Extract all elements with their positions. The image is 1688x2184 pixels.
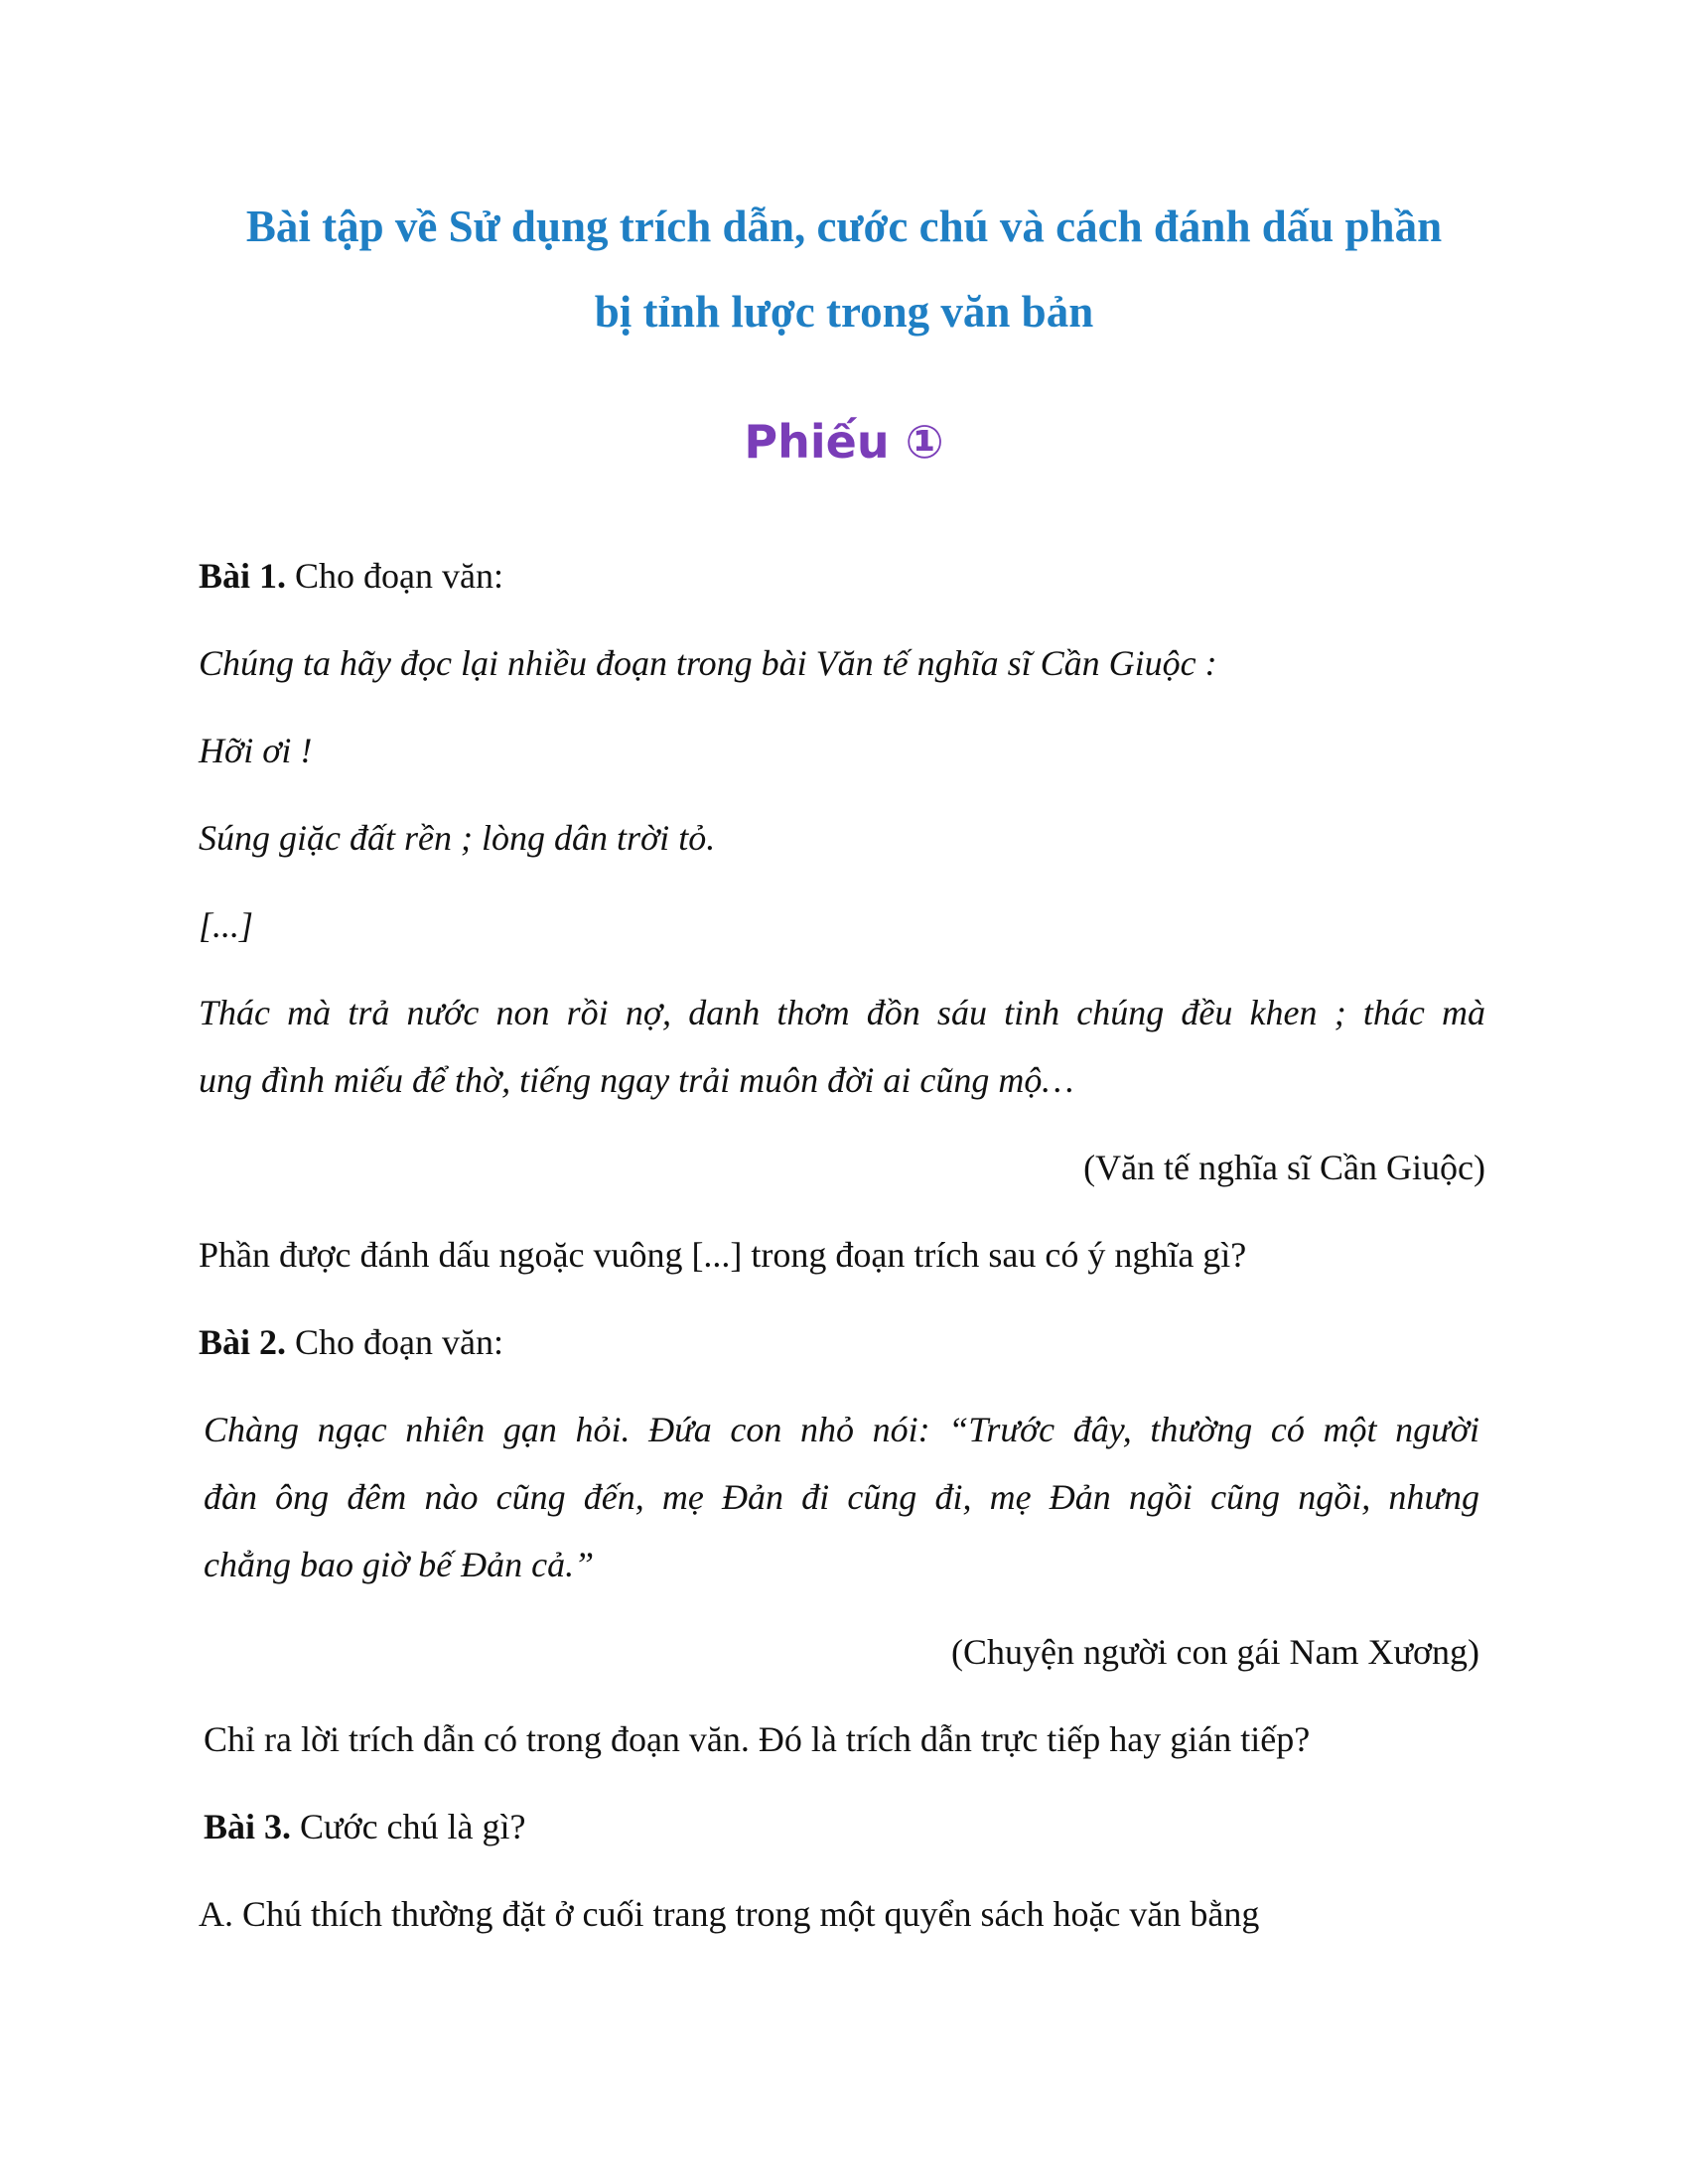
exercise-2-source: (Chuyện người con gái Nam Xương) xyxy=(950,1632,1479,1672)
exercise-1-heading xyxy=(199,554,503,598)
exercise-2-heading xyxy=(199,1320,503,1364)
exercise-3-heading xyxy=(204,1805,526,1848)
document-title-line-1: Bài tập về Sử dụng trích dẫn, cước chú và cách đánh dấu phần xyxy=(245,202,1443,251)
exercise-2-quote-line-3: chẳng bao giờ bế Đản cả.” xyxy=(204,1545,595,1584)
exercise-1-quote-paragraph-line-2: ung đình miếu để thờ, tiếng ngay trải muôn đời ai cũng mộ… xyxy=(199,1060,1074,1100)
exercise-1-source: (Văn tế nghĩa sĩ Cần Giuộc) xyxy=(1083,1148,1485,1187)
exercise-1-question: Phần được đánh dấu ngoặc vuông [...] trong đoạn trích sau có ý nghĩa gì? xyxy=(199,1235,1247,1275)
exercise-3-prompt: Cước chú là gì? xyxy=(291,1807,526,1846)
exercise-1-prompt: Cho đoạn văn: xyxy=(286,556,503,596)
exercise-2-prompt: Cho đoạn văn: xyxy=(286,1322,503,1362)
worksheet-label: Phiếu ① xyxy=(744,415,944,469)
exercise-1-ellipsis: [...] xyxy=(199,905,254,945)
exercise-3-option-a: A. Chú thích thường đặt ở cuối trang trong một quyển sách hoặc văn bằng xyxy=(199,1894,1260,1934)
exercise-2-quote-line-2: đàn ông đêm nào cũng đến, mẹ Đản đi cũng đi, mẹ Đản ngồi cũng ngồi, nhưng xyxy=(204,1477,1479,1517)
exercise-2-label: Bài 2. xyxy=(199,1322,287,1362)
exercise-1-quote-line-2: Súng giặc đất rền ; lòng dân trời tỏ. xyxy=(199,818,716,858)
exercise-1-quote-line-1: Hỡi ơi ! xyxy=(199,731,313,770)
exercise-2-question: Chỉ ra lời trích dẫn có trong đoạn văn. Đó là trích dẫn trực tiếp hay gián tiếp? xyxy=(204,1719,1311,1759)
document-title-line-2: bị tỉnh lược trong văn bản xyxy=(594,287,1094,337)
exercise-1-quote-paragraph-line-1: Thác mà trả nước non rồi nợ, danh thơm đồn sáu tinh chúng đều khen ; thác mà xyxy=(199,993,1485,1032)
exercise-2-quote-line-1: Chàng ngạc nhiên gạn hỏi. Đứa con nhỏ nói: “Trước đây, thường có một người xyxy=(204,1410,1479,1449)
exercise-1-quote-intro: Chúng ta hãy đọc lại nhiều đoạn trong bài Văn tế nghĩa sĩ Cần Giuộc : xyxy=(199,643,1217,683)
exercise-1-label: Bài 1. xyxy=(199,556,287,596)
exercise-3-label: Bài 3. xyxy=(204,1807,292,1846)
